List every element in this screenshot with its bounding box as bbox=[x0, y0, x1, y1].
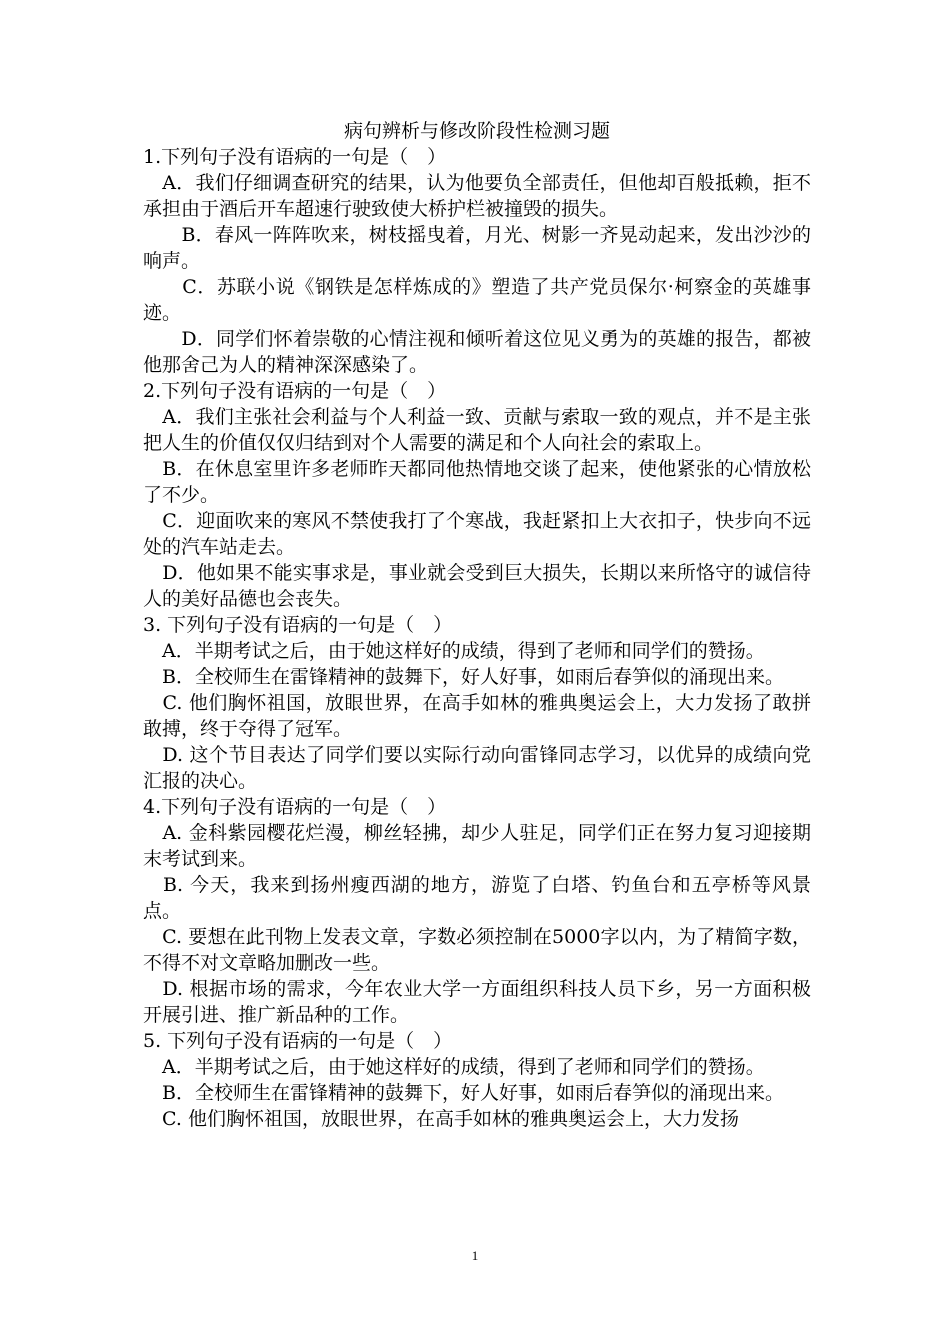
option-b: B．全校师生在雷锋精神的鼓舞下，好人好事，如雨后春笋似的涌现出来。 bbox=[143, 1082, 784, 1104]
question-stem: 5. 下列句子没有语病的一句是（ ） bbox=[143, 1030, 453, 1052]
document-page bbox=[143, 118, 811, 1132]
option-c: C. 他们胸怀祖国，放眼世界，在高手如林的雅典奥运会上，大力发扬了敢拼敢搏，终于夺得了冠军。 bbox=[143, 692, 811, 740]
page-number: 1 bbox=[471, 1248, 479, 1263]
question-stem: 2.下列句子没有语病的一句是（ ） bbox=[143, 380, 447, 402]
question-2 bbox=[143, 378, 811, 612]
option-d: D. 这个节目表达了同学们要以实际行动向雷锋同志学习，以优异的成绩向党汇报的决心。 bbox=[143, 744, 811, 792]
document-title: 病句辨析与修改阶段性检测习题 bbox=[343, 120, 610, 142]
option-b: B．春风一阵阵吹来，树枝摇曳着，月光、树影一齐晃动起来，发出沙沙的响声。 bbox=[143, 224, 811, 272]
option-d: D．他如果不能实事求是，事业就会受到巨大损失，长期以来所恪守的诚信待人的美好品德也会丧失。 bbox=[143, 562, 811, 610]
question-stem: 4.下列句子没有语病的一句是（ ） bbox=[143, 796, 447, 818]
option-a: A．我们仔细调查研究的结果，认为他要负全部责任，但他却百般抵赖，拒不承担由于酒后开车超速行驶致使大桥护栏被撞毁的损失。 bbox=[143, 172, 811, 220]
question-5 bbox=[143, 1028, 811, 1132]
option-c: C．迎面吹来的寒风不禁使我打了个寒战，我赶紧扣上大衣扣子，快步向不远处的汽车站走去。 bbox=[143, 510, 811, 558]
option-c: C. 他们胸怀祖国，放眼世界，在高手如林的雅典奥运会上，大力发扬 bbox=[143, 1108, 739, 1130]
question-stem: 1.下列句子没有语病的一句是（ ） bbox=[143, 146, 447, 168]
question-4 bbox=[143, 794, 811, 1028]
question-3 bbox=[143, 612, 811, 794]
option-d: D. 根据市场的需求，今年农业大学一方面组织科技人员下乡，另一方面积极开展引进、推广新品种的工作。 bbox=[143, 978, 811, 1026]
option-a: A．我们主张社会利益与个人利益一致、贡献与索取一致的观点，并不是主张把人生的价值仅仅归结到对个人需要的满足和个人向社会的索取上。 bbox=[143, 406, 811, 454]
option-c: C．苏联小说《钢铁是怎样炼成的》塑造了共产党员保尔·柯察金的英雄事迹。 bbox=[143, 276, 811, 324]
option-b: B．全校师生在雷锋精神的鼓舞下，好人好事，如雨后春笋似的涌现出来。 bbox=[143, 666, 784, 688]
option-a: A．半期考试之后，由于她这样好的成绩，得到了老师和同学们的赞扬。 bbox=[143, 1056, 765, 1078]
option-a: A. 金科紫园樱花烂漫，柳丝轻拂，却少人驻足，同学们正在努力复习迎接期末考试到来。 bbox=[143, 822, 811, 870]
option-d: D．同学们怀着崇敬的心情注视和倾听着这位见义勇为的英雄的报告，都被他那舍己为人的精神深深感染了。 bbox=[143, 328, 811, 376]
question-1 bbox=[143, 144, 811, 378]
option-a: A．半期考试之后，由于她这样好的成绩，得到了老师和同学们的赞扬。 bbox=[143, 640, 765, 662]
option-c: C. 要想在此刊物上发表文章，字数必须控制在5000字以内，为了精简字数，不得不对文章略加删改一些。 bbox=[143, 926, 811, 974]
option-b: B. 今天，我来到扬州瘦西湖的地方，游览了白塔、钓鱼台和五亭桥等风景点。 bbox=[143, 874, 811, 922]
question-stem: 3. 下列句子没有语病的一句是（ ） bbox=[143, 614, 453, 636]
option-b: B．在休息室里许多老师昨天都同他热情地交谈了起来，使他紧张的心情放松了不少。 bbox=[143, 458, 811, 506]
